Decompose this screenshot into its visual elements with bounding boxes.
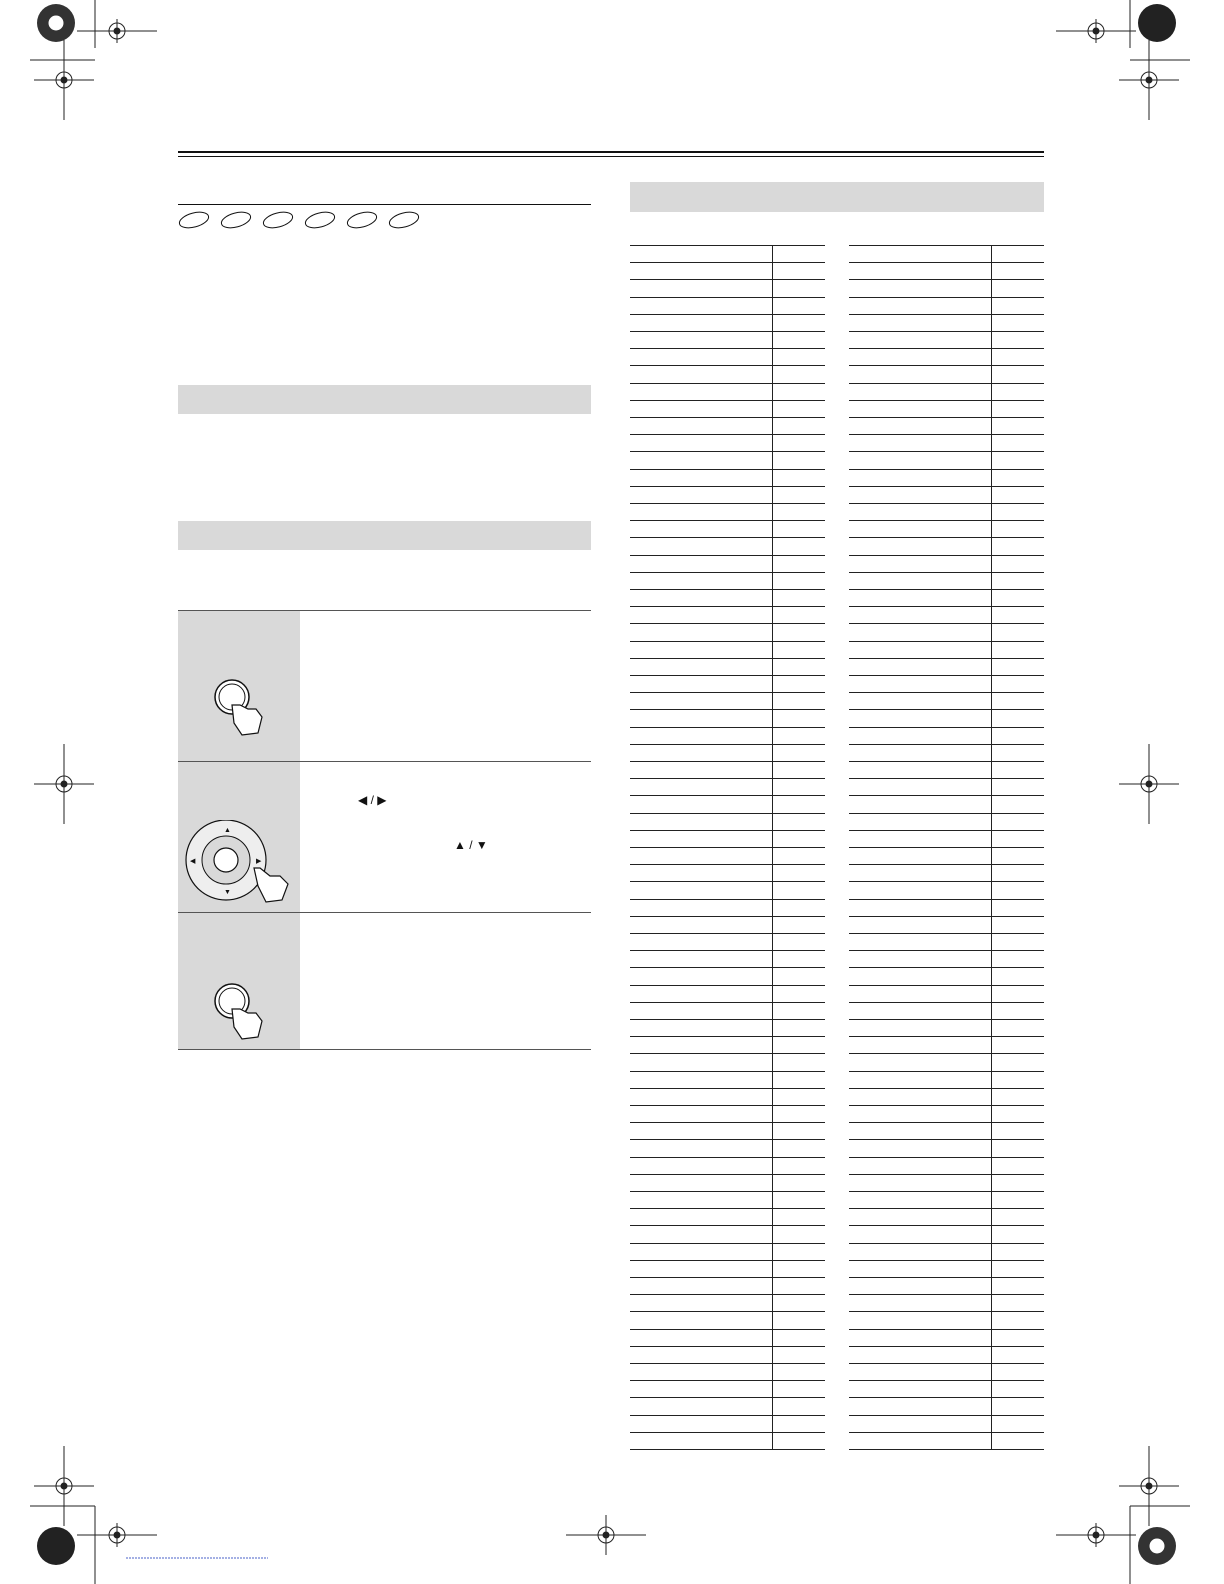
press-button-icon (210, 675, 270, 741)
table-row (849, 555, 1044, 556)
table-row (849, 1105, 1044, 1106)
table-row (849, 881, 1044, 882)
table-row (630, 486, 825, 487)
table-row (630, 331, 825, 332)
header-rule-thick (178, 151, 1044, 153)
table-row (849, 709, 1044, 710)
table-row (849, 985, 1044, 986)
table-row (630, 1346, 825, 1347)
table-row (849, 486, 1044, 487)
disc-icon (304, 210, 337, 230)
table-row (630, 1363, 825, 1364)
table-row (630, 572, 825, 573)
disc-icon (220, 210, 253, 230)
table-row (849, 1208, 1044, 1209)
table-row (630, 623, 825, 624)
table-row (849, 1243, 1044, 1244)
table-row (849, 400, 1044, 401)
step-3 (178, 912, 591, 1050)
table-row (630, 1208, 825, 1209)
table-row (849, 520, 1044, 521)
table-row (630, 1157, 825, 1158)
table-row (849, 658, 1044, 659)
table-row (849, 933, 1044, 934)
table-row (849, 641, 1044, 642)
table-row (630, 451, 825, 452)
up-down-arrows: ▲ / ▼ (454, 838, 488, 852)
table-row (630, 400, 825, 401)
table-row (849, 1432, 1044, 1433)
table-row (849, 262, 1044, 263)
table-row (849, 503, 1044, 504)
table-row (630, 537, 825, 538)
table-row (849, 417, 1044, 418)
table-row (630, 675, 825, 676)
table-row (849, 331, 1044, 332)
table-row (630, 262, 825, 263)
table-row (630, 245, 825, 246)
table-row (630, 709, 825, 710)
table-row (849, 1311, 1044, 1312)
table-row (630, 830, 825, 831)
step-1-panel (178, 611, 300, 762)
table-row (630, 1002, 825, 1003)
table-row (849, 1397, 1044, 1398)
table-row (630, 795, 825, 796)
table-row (849, 245, 1044, 246)
table-row (849, 348, 1044, 349)
table-row (849, 830, 1044, 831)
table-row (849, 1294, 1044, 1295)
table-row (849, 383, 1044, 384)
table-row (630, 761, 825, 762)
table-row (630, 1071, 825, 1072)
table-row (630, 899, 825, 900)
table-row (849, 761, 1044, 762)
table-row (630, 503, 825, 504)
table-row (849, 1225, 1044, 1226)
table-row (630, 314, 825, 315)
table-row (849, 1036, 1044, 1037)
table-row (849, 847, 1044, 848)
table-row (630, 916, 825, 917)
table-row (849, 623, 1044, 624)
table-row (630, 1449, 825, 1450)
table-row (630, 365, 825, 366)
disc-icons-row (178, 210, 428, 232)
table-row (849, 727, 1044, 728)
table-row (849, 297, 1044, 298)
table-row (849, 1363, 1044, 1364)
table-row (849, 1174, 1044, 1175)
table-row (630, 1036, 825, 1037)
table-row (630, 589, 825, 590)
table-row (849, 950, 1044, 951)
table-row (849, 1449, 1044, 1450)
table-row (630, 1105, 825, 1106)
table-row (849, 1380, 1044, 1381)
table-row (630, 1294, 825, 1295)
table-row (630, 1415, 825, 1416)
table-row (630, 383, 825, 384)
table-row (630, 279, 825, 280)
language-code-table-left (630, 245, 825, 1445)
table-row (849, 469, 1044, 470)
table-row (630, 297, 825, 298)
table-row (630, 1243, 825, 1244)
language-code-table-right (849, 245, 1044, 1445)
table-row (849, 1346, 1044, 1347)
table-row (849, 692, 1044, 693)
table-row (630, 1432, 825, 1433)
table-row (849, 899, 1044, 900)
table-row (849, 1415, 1044, 1416)
disc-icon (178, 210, 211, 230)
table-row (849, 778, 1044, 779)
disc-icon (388, 210, 421, 230)
table-row (630, 641, 825, 642)
table-row (849, 451, 1044, 452)
table-row (630, 847, 825, 848)
table-row (630, 727, 825, 728)
table-row (630, 1397, 825, 1398)
table-row (849, 434, 1044, 435)
svg-text:▼: ▼ (224, 889, 231, 896)
table-row (630, 1053, 825, 1054)
table-row (849, 744, 1044, 745)
table-row (630, 1139, 825, 1140)
table-row (849, 1277, 1044, 1278)
table-row (630, 1225, 825, 1226)
svg-text:◀: ◀ (190, 858, 196, 865)
table-row (849, 606, 1044, 607)
table-row (630, 1311, 825, 1312)
section-bar-language-codes (630, 182, 1044, 212)
table-row (630, 933, 825, 934)
table-row (630, 417, 825, 418)
table-row (849, 279, 1044, 280)
table-row (630, 1174, 825, 1175)
table-row (849, 589, 1044, 590)
table-row (849, 1088, 1044, 1089)
table-row (849, 864, 1044, 865)
table-row (630, 469, 825, 470)
disc-icon (262, 210, 295, 230)
table-row (630, 520, 825, 521)
table-row (630, 881, 825, 882)
table-row (849, 1191, 1044, 1192)
table-row (630, 813, 825, 814)
table-row (849, 1260, 1044, 1261)
table-row (630, 967, 825, 968)
table-row (630, 1019, 825, 1020)
table-row (630, 744, 825, 745)
table-row (630, 864, 825, 865)
section-bar-1 (178, 385, 591, 414)
table-row (849, 365, 1044, 366)
table-row (630, 1380, 825, 1381)
table-column-divider (772, 245, 773, 1449)
press-button-icon (210, 979, 270, 1045)
table-row (849, 314, 1044, 315)
header-rule-thin (178, 156, 1044, 157)
table-row (849, 916, 1044, 917)
table-row (849, 1329, 1044, 1330)
table-row (849, 967, 1044, 968)
step-2-panel (178, 762, 300, 913)
table-row (630, 606, 825, 607)
table-row (849, 1139, 1044, 1140)
svg-text:▶: ▶ (256, 858, 262, 865)
table-row (849, 1002, 1044, 1003)
table-row (849, 675, 1044, 676)
step-2 (178, 761, 591, 913)
section-bar-2 (178, 521, 591, 550)
table-row (630, 1277, 825, 1278)
table-row (630, 555, 825, 556)
table-row (630, 778, 825, 779)
table-row (849, 1157, 1044, 1158)
table-row (630, 658, 825, 659)
table-row (630, 1088, 825, 1089)
table-row (849, 813, 1044, 814)
step-3-panel (178, 913, 300, 1050)
table-row (849, 1071, 1044, 1072)
section-heading-rule (178, 204, 591, 205)
table-row (849, 572, 1044, 573)
disc-icon (346, 210, 379, 230)
table-row (630, 434, 825, 435)
table-row (849, 795, 1044, 796)
table-row (630, 1122, 825, 1123)
table-row (630, 950, 825, 951)
left-right-arrows: ◀ / ▶ (358, 793, 387, 807)
steps-bottom-rule (178, 1049, 591, 1050)
direction-pad-icon (184, 820, 296, 912)
table-row (630, 1329, 825, 1330)
table-row (849, 537, 1044, 538)
table-row (849, 1053, 1044, 1054)
table-row (849, 1019, 1044, 1020)
table-row (630, 692, 825, 693)
table-row (630, 1191, 825, 1192)
table-row (630, 1260, 825, 1261)
step-1 (178, 610, 591, 762)
table-row (630, 985, 825, 986)
table-column-divider (991, 245, 992, 1449)
table-row (849, 1122, 1044, 1123)
table-row (630, 348, 825, 349)
svg-text:▲: ▲ (224, 827, 231, 834)
